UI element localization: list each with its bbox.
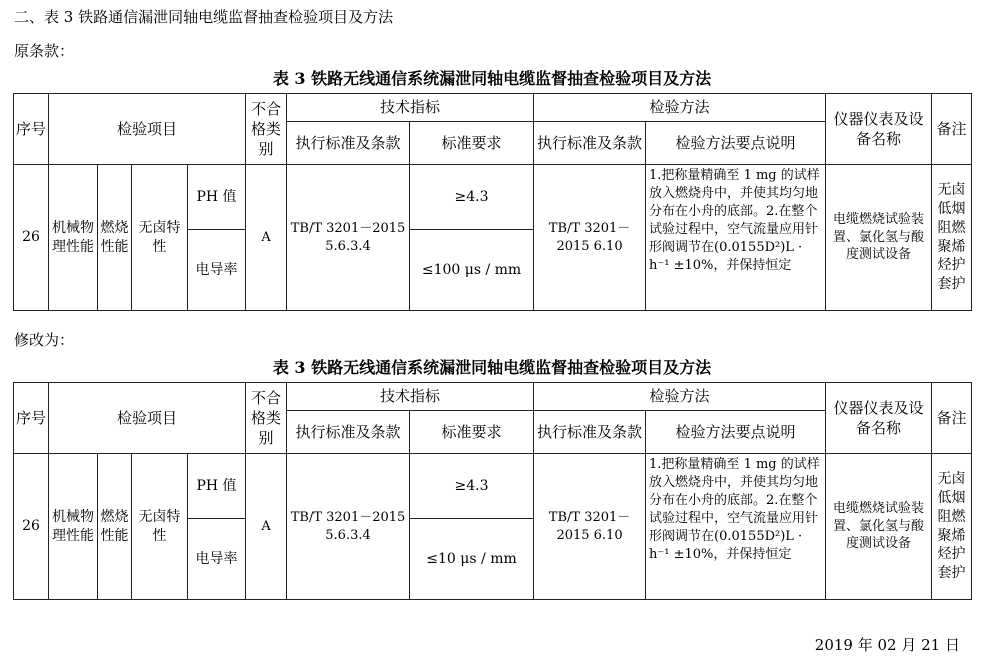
cell-category-1: 机械物理性能: [49, 165, 98, 311]
cell-req-ph: ≥4.3: [410, 165, 534, 230]
cell-category-3: 无卤特性: [132, 165, 188, 311]
cell-instrument: 电缆燃烧试验装置、氯化氢与酸度测试设备: [826, 454, 932, 600]
header-remark: 备注: [932, 94, 972, 165]
header-tech-std: 执行标准及条款: [287, 122, 410, 165]
cell-req-conductivity: ≤10 μs / mm: [410, 519, 534, 600]
cell-remark: 无卤低烟阻燃聚烯烃护套护: [932, 454, 972, 600]
cell-sub-conductivity: 电导率: [188, 519, 246, 600]
cell-method-desc: 1.把称量精确至 1 mg 的试样放入燃烧舟中，并使其均匀地分布在小舟的底部。2.在整个试验过程中，空气流量应用针形阀调节在(0.0155D²)L · h⁻¹ ±10%，并保持恒定: [646, 165, 826, 311]
cell-sub-conductivity: 电导率: [188, 230, 246, 311]
table-title-original: 表 3 铁路无线通信系统漏泄同轴电缆监督抽查检验项目及方法: [272, 69, 712, 88]
header-nonconform: 不合格类别: [246, 94, 287, 165]
cell-category-1: 机械物理性能: [49, 454, 98, 600]
cell-seq: 26: [14, 165, 49, 311]
cell-req-conductivity: ≤100 μs / mm: [410, 230, 534, 311]
cell-req-ph: ≥4.3: [410, 454, 534, 519]
cell-method-std: TB/T 3201－2015 6.10: [534, 165, 646, 311]
table-title-revised: 表 3 铁路无线通信系统漏泄同轴电缆监督抽查检验项目及方法: [272, 358, 712, 377]
document-heading: 二、表 3 铁路通信漏泄同轴电缆监督抽查检验项目及方法: [14, 8, 394, 26]
header-method-std: 执行标准及条款: [534, 411, 646, 454]
cell-seq: 26: [14, 454, 49, 600]
section-label-original: 原条款：: [14, 42, 75, 60]
cell-method-desc: 1.把称量精确至 1 mg 的试样放入燃烧舟中，并使其均匀地分布在小舟的底部。2.在整个试验过程中，空气流量应用针形阀调节在(0.0155D²)L · h⁻¹ ±10%，并保持恒定: [646, 454, 826, 600]
header-method: 检验方法: [534, 94, 826, 122]
cell-category-3: 无卤特性: [132, 454, 188, 600]
header-tech-req: 标准要求: [410, 122, 534, 165]
cell-nonconform: A: [246, 454, 287, 600]
cell-sub-ph: PH 值: [188, 165, 246, 230]
header-method-std: 执行标准及条款: [534, 122, 646, 165]
header-instrument: 仪器仪表及设备名称: [826, 383, 932, 454]
inspection-table-original: [13, 93, 972, 311]
cell-instrument: 电缆燃烧试验装置、氯化氢与酸度测试设备: [826, 165, 932, 311]
header-remark: 备注: [932, 383, 972, 454]
cell-remark: 无卤低烟阻燃聚烯烃护套护: [932, 165, 972, 311]
header-tech: 技术指标: [287, 94, 534, 122]
cell-tech-std: TB/T 3201－2015 5.6.3.4: [287, 454, 410, 600]
header-method-desc: 检验方法要点说明: [646, 122, 826, 165]
cell-nonconform: A: [246, 165, 287, 311]
cell-sub-ph: PH 值: [188, 454, 246, 519]
document-date: 2019 年 02 月 21 日: [814, 636, 960, 654]
header-method-desc: 检验方法要点说明: [646, 411, 826, 454]
header-instrument: 仪器仪表及设备名称: [826, 94, 932, 165]
cell-tech-std: TB/T 3201－2015 5.6.3.4: [287, 165, 410, 311]
header-seq: 序号: [14, 94, 49, 165]
header-item: 检验项目: [49, 94, 246, 165]
header-seq: 序号: [14, 383, 49, 454]
inspection-table-revised: [13, 382, 972, 600]
header-tech: 技术指标: [287, 383, 534, 411]
header-item: 检验项目: [49, 383, 246, 454]
cell-method-std: TB/T 3201－2015 6.10: [534, 454, 646, 600]
header-tech-req: 标准要求: [410, 411, 534, 454]
section-label-revised: 修改为：: [14, 331, 75, 349]
header-nonconform: 不合格类别: [246, 383, 287, 454]
header-method: 检验方法: [534, 383, 826, 411]
cell-category-2: 燃烧性能: [98, 165, 132, 311]
header-tech-std: 执行标准及条款: [287, 411, 410, 454]
cell-category-2: 燃烧性能: [98, 454, 132, 600]
